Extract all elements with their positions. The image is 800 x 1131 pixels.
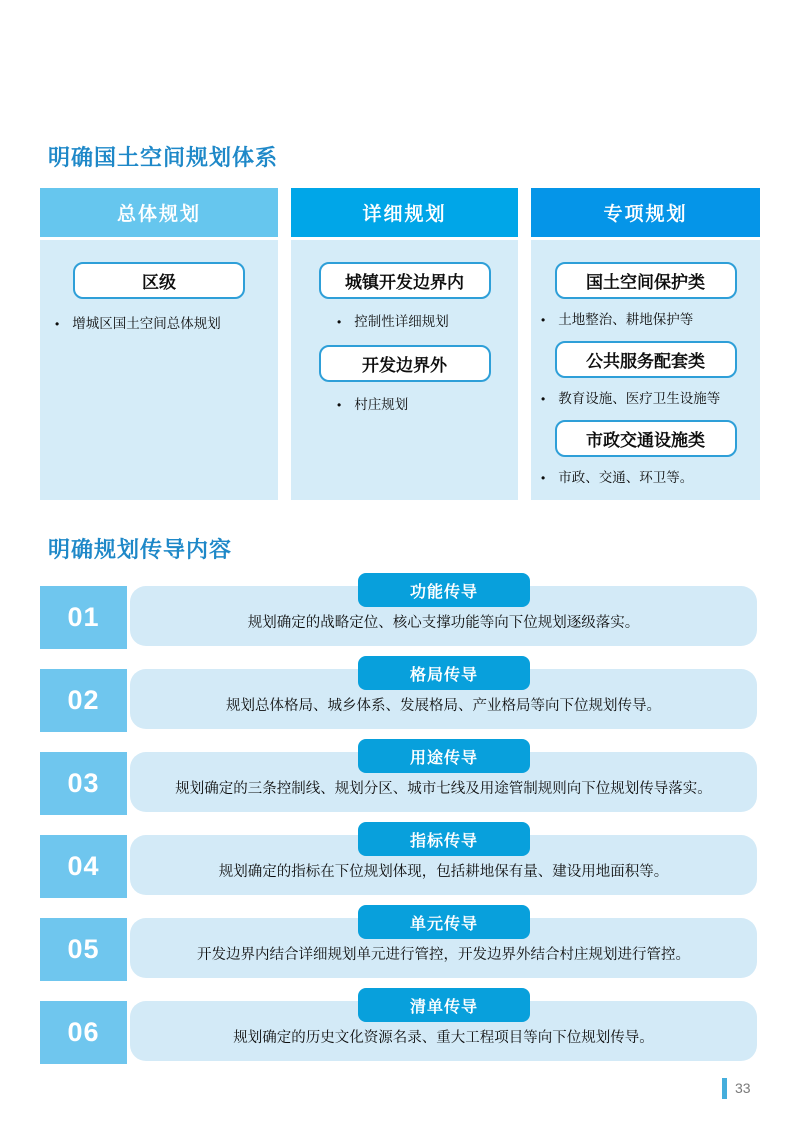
column-body (40, 240, 278, 500)
row-number: 01 (40, 586, 127, 649)
row-number: 06 (40, 1001, 127, 1064)
transmission-row (40, 822, 757, 898)
transmission-tag-pill: 用途传导 (358, 739, 530, 773)
transmission-row (40, 988, 757, 1064)
bullet-item (541, 469, 756, 487)
row-description: 规划总体格局、城乡体系、发展格局、产业格局等向下位规划传导。 (226, 698, 661, 714)
category-box: 城镇开发边界内 (319, 262, 491, 299)
bullet-dot-icon: • (55, 317, 60, 331)
section1-title: 明确国土空间规划体系 (48, 145, 279, 170)
column-special-planning (531, 188, 760, 500)
bullet-dot-icon: • (541, 392, 546, 406)
bullet-dot-icon: • (541, 471, 546, 485)
bullet-text: 教育设施、医疗卫生设施等 (558, 391, 721, 406)
bullet-dot-icon: • (337, 315, 342, 329)
transmission-tag-pill: 功能传导 (358, 573, 530, 607)
column-header: 详细规划 (291, 188, 518, 237)
column-body (291, 240, 518, 500)
column-header: 总体规划 (40, 188, 278, 237)
page-number: 33 (735, 1080, 751, 1096)
category-box: 开发边界外 (319, 345, 491, 382)
category-box: 公共服务配套类 (555, 341, 737, 378)
transmission-row (40, 905, 757, 981)
transmission-row (40, 656, 757, 732)
column-detailed-planning (291, 188, 518, 500)
category-box: 国土空间保护类 (555, 262, 737, 299)
bullet-item (541, 390, 756, 408)
row-number: 05 (40, 918, 127, 981)
bullet-text: 市政、交通、环卫等。 (558, 470, 694, 485)
row-description: 规划确定的历史文化资源名录、重大工程项目等向下位规划传导。 (233, 1030, 654, 1046)
transmission-tag-pill: 格局传导 (358, 656, 530, 690)
row-number: 02 (40, 669, 127, 732)
row-description: 规划确定的三条控制线、规划分区、城市七线及用途管制规则向下位规划传导落实。 (175, 781, 712, 797)
bullet-text: 控制性详细规划 (354, 314, 449, 329)
bullet-item (55, 315, 270, 333)
column-header: 专项规划 (531, 188, 760, 237)
bullet-text: 增城区国土空间总体规划 (72, 316, 221, 331)
transmission-tag-pill: 单元传导 (358, 905, 530, 939)
column-overall-planning (40, 188, 278, 500)
column-body (531, 240, 760, 500)
transmission-row (40, 739, 757, 815)
row-description: 开发边界内结合详细规划单元进行管控，开发边界外结合村庄规划进行管控。 (197, 947, 690, 963)
bullet-text: 土地整治、耕地保护等 (558, 312, 694, 327)
bullet-item (337, 396, 510, 414)
bullet-item (541, 311, 756, 329)
row-number: 03 (40, 752, 127, 815)
section2-title: 明确规划传导内容 (48, 537, 233, 562)
planning-system-columns (40, 188, 760, 500)
transmission-row (40, 573, 757, 649)
bullet-text: 村庄规划 (354, 397, 409, 412)
bullet-dot-icon: • (541, 313, 546, 327)
transmission-tag-pill: 指标传导 (358, 822, 530, 856)
category-box: 区级 (73, 262, 245, 299)
row-description: 规划确定的指标在下位规划体现，包括耕地保有量、建设用地面积等。 (218, 864, 669, 880)
bullet-dot-icon: • (337, 398, 342, 412)
transmission-rows (40, 573, 757, 1071)
category-box: 市政交通设施类 (555, 420, 737, 457)
bullet-item (337, 313, 510, 331)
row-description: 规划确定的战略定位、核心支撑功能等向下位规划逐级落实。 (247, 615, 640, 631)
row-number: 04 (40, 835, 127, 898)
transmission-tag-pill: 清单传导 (358, 988, 530, 1022)
footer-accent-bar (722, 1078, 727, 1099)
